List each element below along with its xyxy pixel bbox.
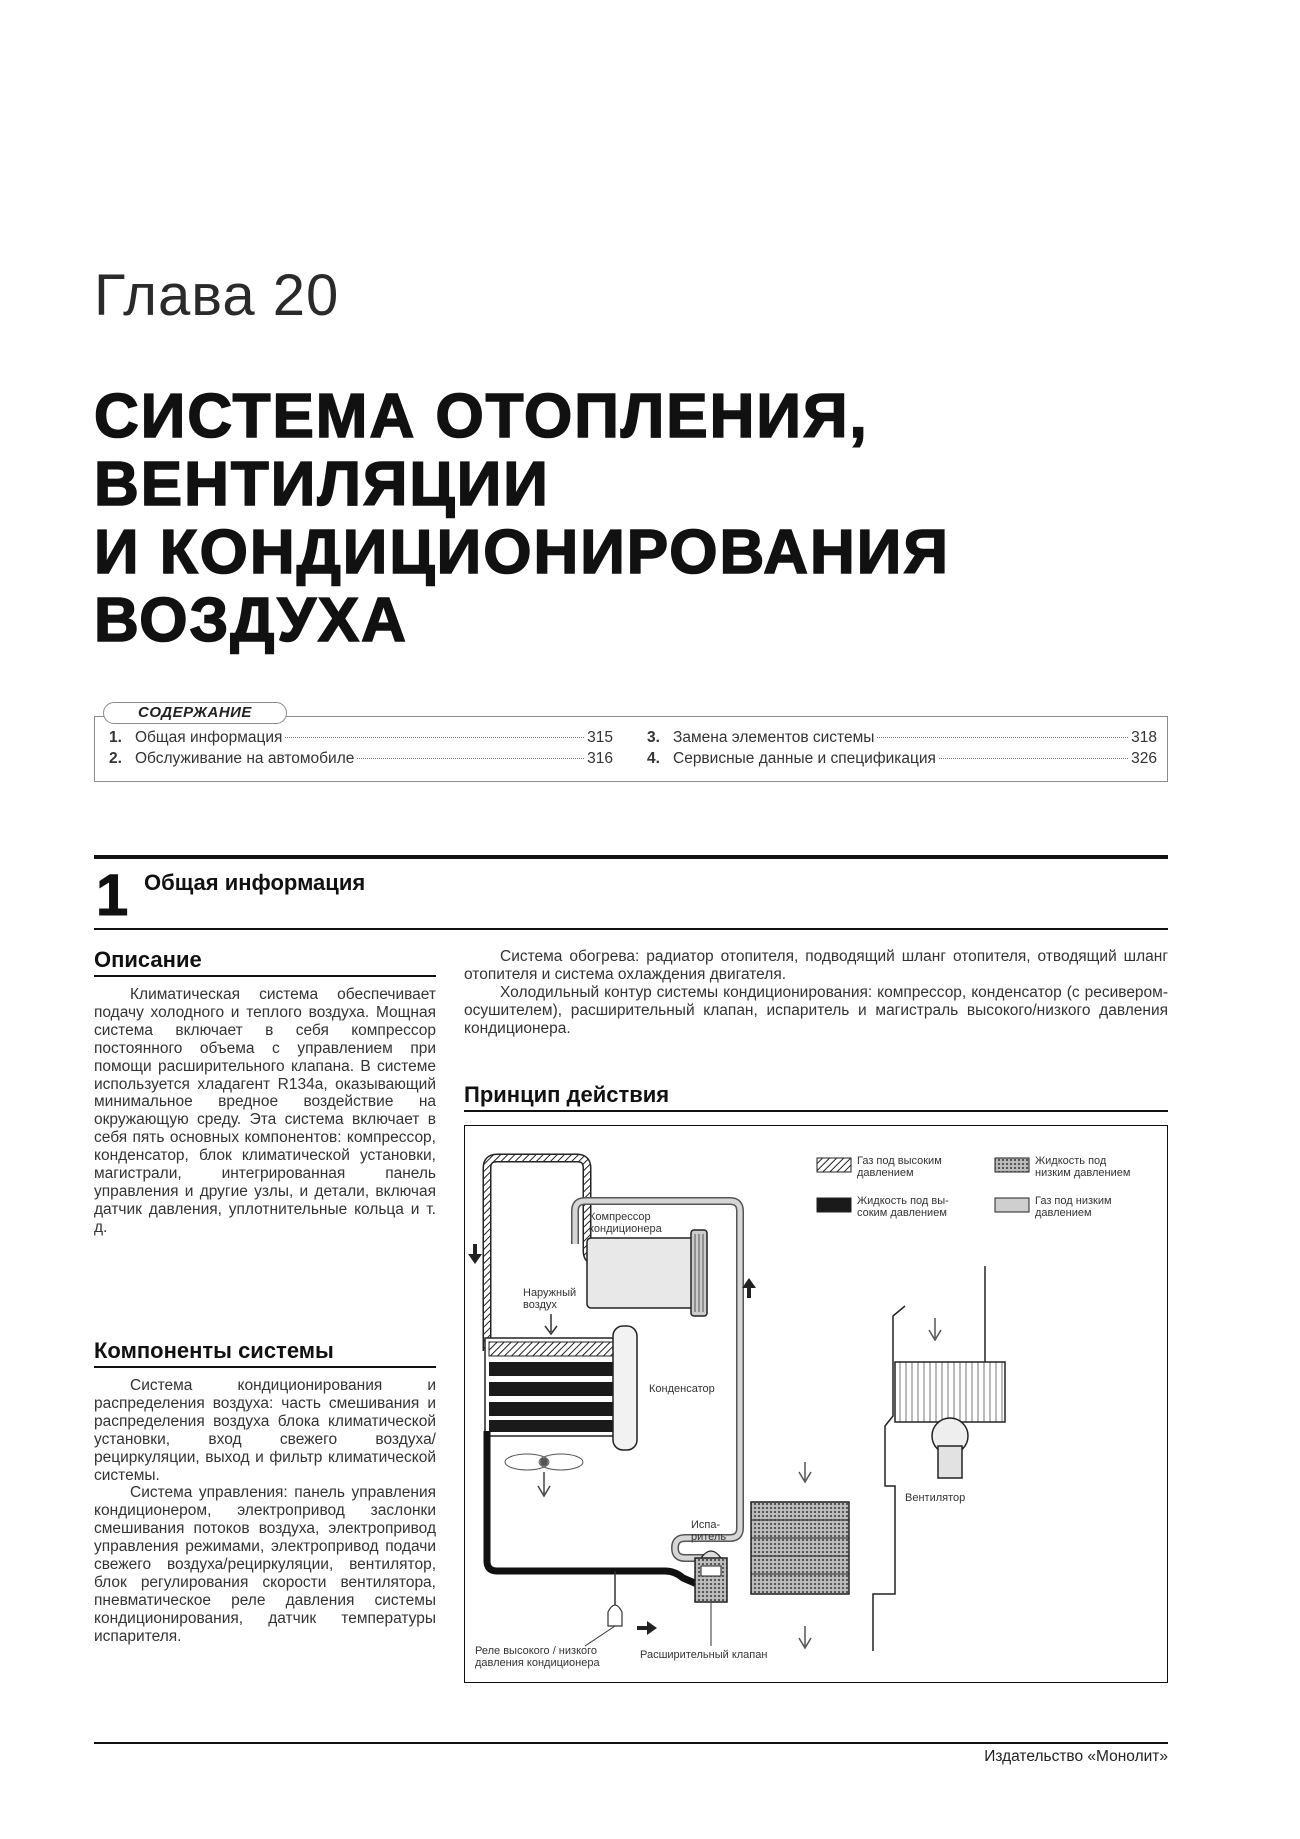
- contents-item-text: Обслуживание на автомобиле: [135, 750, 355, 767]
- contents-item-number: 1.: [109, 729, 122, 746]
- components-text: [94, 1377, 436, 1646]
- compressor-label: Компрессор: [589, 1211, 651, 1223]
- evaporator-label: Испа-: [691, 1519, 721, 1531]
- contents-item-text: Общая информация: [135, 729, 283, 746]
- contents-item-page: 326: [1131, 750, 1157, 767]
- components-paragraph: Система управления: панель управления кондиционером, электропривод заслонки смешивания потоков воздуха, электропривод управления режимами, электропривод подачи свежего воздуха/рециркуляции, вентилятор, блок регулирования скорости вентилятора, пневматическое реле давления системы кондиционирования, датчик температуры испарителя.: [94, 1484, 436, 1645]
- legend-label-high-liquid: соким давлением: [857, 1207, 947, 1219]
- contents-item-page: 315: [587, 729, 613, 746]
- contents-item-page: 316: [587, 750, 613, 767]
- contents-leader-dots: [877, 737, 1128, 738]
- outside-air-arrow-icon: [545, 1314, 557, 1334]
- outside-air-label: воздух: [523, 1299, 557, 1311]
- section-number: 1: [96, 863, 129, 928]
- flow-arrow-down-icon: [468, 1244, 482, 1264]
- legend-swatch-low-gas: [995, 1198, 1029, 1212]
- contents-leader-dots: [939, 758, 1128, 759]
- diagram-legend: [817, 1155, 1130, 1219]
- contents-column-left: [109, 729, 613, 771]
- system-overview-paragraph: Система обогрева: радиатор отопителя, подводящий шланг отопителя, отводящий шланг отопителя и система охлаждения двигателя.: [464, 948, 1168, 983]
- components-heading-rule: [94, 1366, 436, 1368]
- components-paragraph: Система кондиционирования и распределения воздуха: часть смешивания и распределения воздуха блока климатической установки, вход свежего воздуха/рециркуляции, выход и фильтр климатической системы.: [94, 1377, 436, 1484]
- legend-label-low-liquid: Жидкость под: [1035, 1155, 1107, 1167]
- contents-column-right: [647, 729, 1157, 771]
- airflow-arrow-icon: [799, 1462, 811, 1482]
- legend-swatch-high-liquid: [817, 1198, 851, 1212]
- blower-fan: [895, 1362, 1005, 1504]
- contents-leader-dots: [285, 737, 584, 738]
- principle-heading: Принцип действия: [464, 1082, 670, 1107]
- condenser: [485, 1326, 715, 1450]
- legend-label-high-gas: давлением: [857, 1167, 914, 1179]
- contents-heading: СОДЕРЖАНИЕ: [103, 702, 287, 724]
- chapter-label: Глава 20: [94, 263, 340, 328]
- contents-item-number: 4.: [647, 750, 660, 767]
- high-pressure-liquid-line: [487, 1431, 697, 1584]
- contents-item-text: Сервисные данные и спецификация: [673, 750, 936, 767]
- hvac-housing: [873, 1266, 985, 1651]
- pressure-relay-label: давления кондиционера: [475, 1657, 600, 1669]
- expansion-valve-label: Расширительный клапан: [640, 1649, 768, 1661]
- contents-item[interactable]: [647, 750, 1157, 771]
- condenser-fan-icon: [505, 1454, 583, 1496]
- section-rule-top: [94, 855, 1168, 859]
- publisher: Издательство «Монолит»: [984, 1748, 1168, 1765]
- chapter-title-line: ВОЗДУХА: [94, 586, 408, 655]
- chapter-title: [94, 383, 1194, 655]
- section-rule-bottom: [94, 928, 1168, 930]
- compressor-label: кондиционера: [589, 1223, 662, 1235]
- description-heading: Описание: [94, 947, 202, 972]
- ac-circuit-diagram: [464, 1125, 1168, 1683]
- system-overview-text: [464, 948, 1168, 1038]
- chapter-title-line: СИСТЕМА ОТОПЛЕНИЯ,: [94, 382, 869, 451]
- contents-item-text: Замена элементов системы: [673, 729, 875, 746]
- evaporator-label: ритель: [691, 1531, 727, 1543]
- contents-item-number: 3.: [647, 729, 660, 746]
- fan-label: Вентилятор: [905, 1492, 966, 1504]
- chapter-title-line: ВЕНТИЛЯЦИИ: [94, 450, 550, 519]
- outside-air-label: Наружный: [523, 1287, 577, 1299]
- airflow-arrow-icon: [799, 1626, 811, 1648]
- system-overview-paragraph: Холодильный контур системы кондиционирования: компрессор, конденсатор (с ресивером-осушителем), расширительный клапан, испаритель и магистраль высокого/низкого давления кондиционера.: [464, 983, 1168, 1037]
- description-heading-rule: [94, 975, 436, 977]
- chapter-title-line: И КОНДИЦИОНИРОВАНИЯ: [94, 518, 950, 587]
- legend-label-low-liquid: низким давлением: [1035, 1167, 1131, 1179]
- condenser-label: Конденсатор: [649, 1383, 715, 1395]
- contents-box: [94, 704, 1168, 782]
- airflow-arrow-icon: [929, 1318, 941, 1340]
- contents-leader-dots: [357, 758, 584, 759]
- description-paragraph: Климатическая система обеспечивает подачу холодного и теплого воздуха. Мощная система включает в себя компрессор постоянного объема с управлением при помощи расширительного клапана. В системе используется хладагент R134a, оказывающий минимальное вредное воздействие на окружающую среду. Эта система включает в себя пять основных компонентов: компрессор, конденсатор, блок климатической установки, магистрали, интегрированная панель управления и другие узлы, и детали, включая датчик давления, уплотнительные кольца и т. д.: [94, 986, 436, 1236]
- legend-swatch-high-gas: [817, 1158, 851, 1172]
- contents-item-number: 2.: [109, 750, 122, 767]
- flow-arrow-up-icon: [742, 1278, 756, 1298]
- contents-item[interactable]: [109, 750, 613, 771]
- legend-label-high-gas: Газ под высоким: [857, 1155, 942, 1167]
- description-text: [94, 986, 436, 1237]
- contents-item-page: 318: [1131, 729, 1157, 746]
- components-heading: Компоненты системы: [94, 1338, 334, 1363]
- legend-label-low-gas: Газ под низким: [1035, 1195, 1112, 1207]
- flow-arrow-right-icon: [637, 1621, 657, 1635]
- compressor: [587, 1211, 707, 1316]
- footer-rule: [94, 1742, 1168, 1744]
- contents-item[interactable]: [109, 729, 613, 750]
- section-title: Общая информация: [144, 870, 366, 895]
- pressure-relay-label: Реле высокого / низкого: [475, 1645, 598, 1657]
- contents-item[interactable]: [647, 729, 1157, 750]
- pressure-relay: [475, 1571, 622, 1669]
- principle-heading-rule: [464, 1110, 1168, 1112]
- legend-label-low-gas: давлением: [1035, 1207, 1092, 1219]
- legend-swatch-low-liquid: [995, 1158, 1029, 1172]
- legend-label-high-liquid: Жидкость под вы-: [857, 1195, 949, 1207]
